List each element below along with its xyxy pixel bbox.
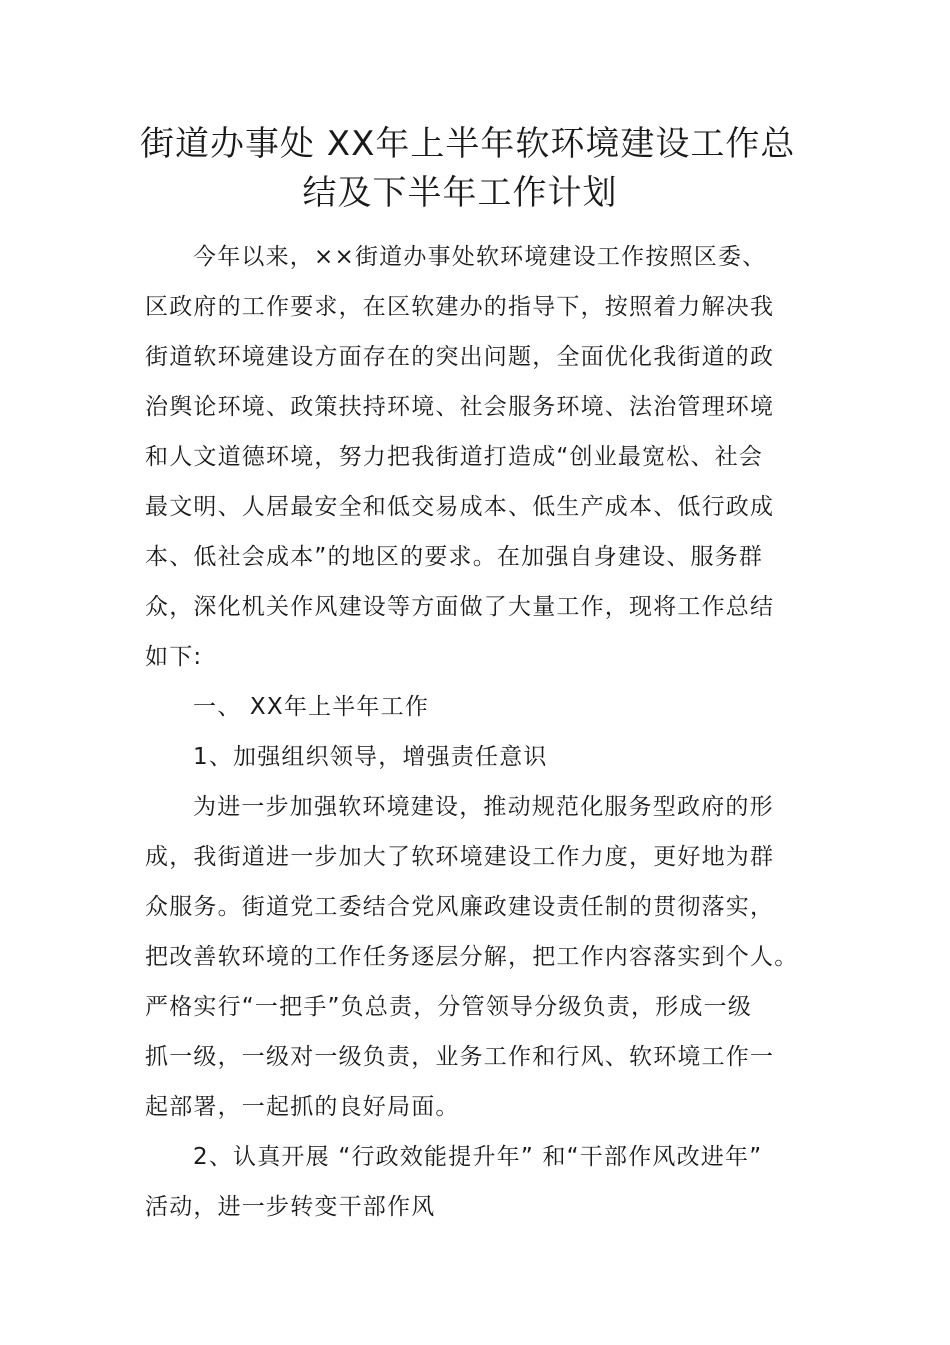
paragraph-line: 和人文道德环境，努力把我街道打造成“创业最宽松、社会 [145,444,764,470]
item-heading: 2、认真开展 “行政效能提升年” 和“干部作风改进年” [193,1144,763,1170]
paragraph-line: 把改善软环境的工作任务逐层分解，把工作内容落实到个人。 [145,944,799,970]
document-title-line-2: 结及下半年工作计划 [302,173,618,213]
paragraph-line: 成，我街道进一步加大了软环境建设工作力度，更好地为群 [145,844,775,870]
item-heading: 1、加强组织领导，增强责任意识 [193,744,548,770]
paragraph-line: 众，深化机关作风建设等方面做了大量工作，现将工作总结 [145,594,775,620]
paragraph-line: 本、低社会成本”的地区的要求。在加强自身建设、服务群 [145,544,764,570]
paragraph-line: 为进一步加强软环境建设，推动规范化服务型政府的形 [193,794,774,820]
paragraph-line: 街道软环境建设方面存在的突出问题，全面优化我街道的政 [145,344,775,370]
paragraph-line: 抓一级，一级对一级负责，业务工作和行风、软环境工作一 [145,1044,775,1070]
paragraph-line: 最文明、人居最安全和低交易成本、低生产成本、低行政成 [145,494,775,520]
paragraph-line: 严格实行“一把手”负总责，分管领导分级负责，形成一级 [145,994,753,1020]
paragraph-line: 如下: [145,644,203,670]
item-heading-continuation: 活动，进一步转变干部作风 [145,1194,436,1220]
section-heading: 一、 XX年上半年工作 [193,694,430,720]
paragraph-line: 区政府的工作要求，在区软建办的指导下，按照着力解决我 [145,294,775,320]
paragraph-line: 今年以来，××街道办事处软环境建设工作按照区委、 [193,244,767,270]
paragraph-line: 起部署，一起抓的良好局面。 [145,1094,460,1120]
paragraph-line: 众服务。街道党工委结合党风廉政建设责任制的贯彻落实， [145,894,775,920]
document-title-line-1: 街道办事处 XX年上半年软环境建设工作总 [140,124,796,164]
paragraph-line: 治舆论环境、政策扶持环境、社会服务环境、法治管理环境 [145,394,775,420]
